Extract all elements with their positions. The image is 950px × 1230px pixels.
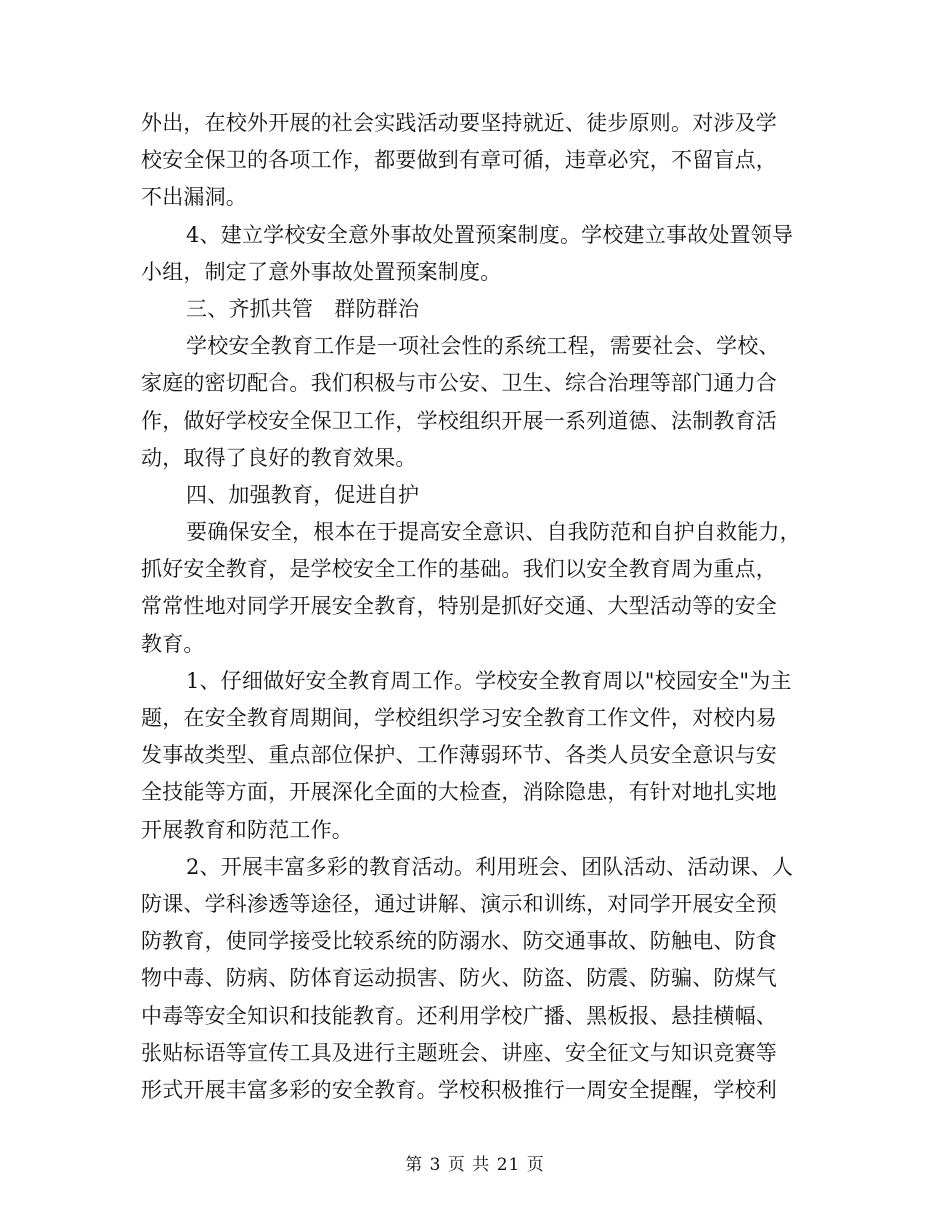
text-line: 抓好安全教育，是学校安全工作的基础。我们以安全教育周为重点， [141, 557, 777, 582]
text-line: 防教育，使同学接受比较系统的防溺水、防交通事故、防触电、防食 [141, 929, 777, 954]
text-line: 作，做好学校安全保卫工作，学校组织开展一系列道德、法制教育活 [141, 408, 777, 433]
text-line: 要确保安全，根本在于提高安全意识、自我防范和自护自救能力， [186, 520, 801, 545]
page-number-footer: 第 3 页 共 21 页 [405, 1155, 545, 1175]
text-line: 常常性地对同学开展安全教育，特别是抓好交通、大型活动等的安全 [141, 594, 777, 619]
text-line: 形式开展丰富多彩的安全教育。学校积极推行一周安全提醒，学校利 [141, 1077, 777, 1102]
text-line: 开展教育和防范工作。 [141, 817, 353, 842]
text-line: 2、开展丰富多彩的教育活动。利用班会、团队活动、活动课、人 [186, 854, 794, 879]
text-line: 动，取得了良好的教育效果。 [141, 445, 417, 470]
text-line: 学校安全教育工作是一项社会性的系统工程，需要社会、学校、 [186, 334, 780, 359]
text-line: 校安全保卫的各项工作，都要做到有章可循，违章必究，不留盲点， [141, 148, 777, 173]
text-line: 不出漏洞。 [141, 185, 247, 210]
body-text [141, 105, 813, 1109]
text-line: 全技能等方面，开展深化全面的大检查，消除隐患，有针对地扎实地 [141, 780, 777, 805]
section-heading: 三、齐抓共管 群防群治 [186, 296, 420, 321]
text-line: 1、仔细做好安全教育周工作。学校安全教育周以"校园安全"为主 [186, 668, 792, 693]
text-line: 张贴标语等宣传工具及进行主题班会、讲座、安全征文与知识竞赛等 [141, 1040, 777, 1065]
text-line: 4、建立学校安全意外事故处置预案制度。学校建立事故处置领导 [186, 222, 794, 247]
text-line: 中毒等安全知识和技能教育。还利用学校广播、黑板报、悬挂横幅、 [141, 1003, 777, 1028]
text-line: 外出，在校外开展的社会实践活动要坚持就近、徒步原则。对涉及学 [141, 111, 777, 135]
text-line: 防课、学科渗透等途径，通过讲解、演示和训练，对同学开展安全预 [141, 891, 777, 916]
text-line: 小组，制定了意外事故处置预案制度。 [141, 259, 502, 284]
text-line: 家庭的密切配合。我们积极与市公安、卫生、综合治理等部门通力合 [141, 371, 777, 396]
section-heading: 四、加强教育，促进自护 [186, 482, 420, 507]
text-line: 教育。 [141, 631, 205, 656]
text-line: 发事故类型、重点部位保护、工作薄弱环节、各类人员安全意识与安 [141, 743, 777, 768]
text-line: 题，在安全教育周期间，学校组织学习安全教育工作文件，对校内易 [141, 706, 777, 730]
text-line: 物中毒、防病、防体育运动损害、防火、防盗、防震、防骗、防煤气 [141, 966, 777, 991]
